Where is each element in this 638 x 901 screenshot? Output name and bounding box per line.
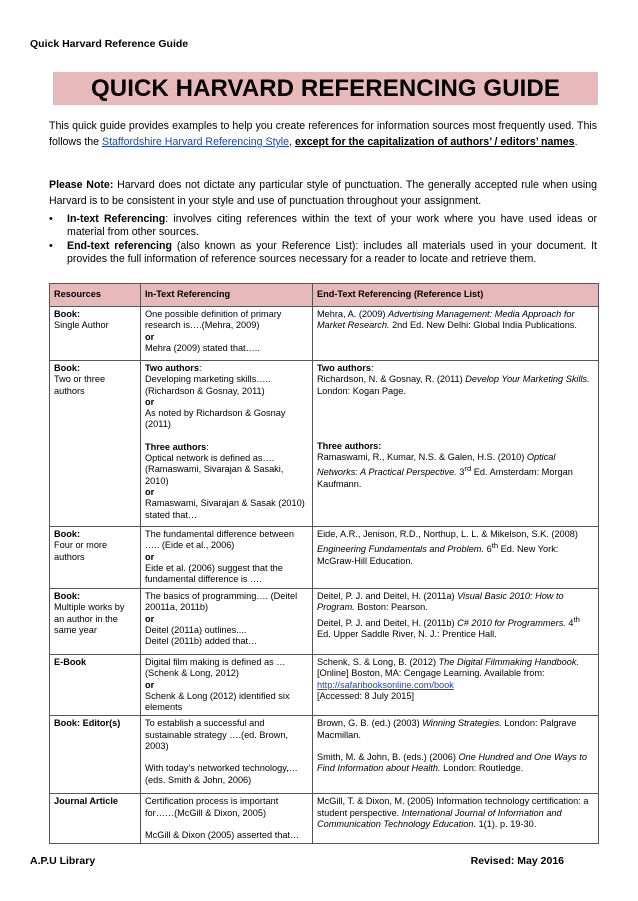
note-label: Please Note:: [49, 179, 114, 191]
ref-author: Smith, M. & John, B. (eds.) (2006): [317, 752, 459, 763]
ref-edition: 3: [456, 467, 465, 478]
in-text-example: The fundamental difference between ….. (Eide et al., 2006): [145, 529, 294, 551]
two-authors-heading: Two authors: [145, 363, 199, 373]
ref-publisher: London: Routledge.: [440, 763, 524, 774]
resource-type: Book:: [54, 309, 81, 319]
ref-author: Mehra, A. (2009): [317, 309, 388, 319]
resource-cell: [50, 527, 141, 589]
colon: :: [198, 363, 202, 373]
end-text-cell: [313, 655, 599, 716]
ref-author: Eide, A.R., Jenison, R.D., Northup, L. L. & Mikelson, S.K. (2008): [317, 529, 578, 539]
table-row: [50, 794, 599, 844]
end-text-cell: [313, 527, 599, 589]
resource-type: E-Book: [54, 657, 87, 667]
end-text-cell: [313, 794, 599, 844]
staffordshire-style-link[interactable]: Staffordshire Harvard Referencing Style: [102, 136, 290, 148]
ref-publisher: Boston: Pearson.: [354, 602, 428, 613]
reference-table: [49, 283, 599, 844]
ref-author: Deitel, P. J. and Deitel, H. (2011a): [317, 591, 458, 601]
intro-text-2: ,: [289, 136, 295, 148]
in-text-cell: [141, 716, 313, 794]
title-banner: [53, 72, 598, 105]
ref-author: Brown, G. B. (ed.) (2003): [317, 718, 423, 729]
footer-right: Revised: May 2016: [470, 855, 564, 867]
note-text: Harvard does not dictate any particular style of punctuation. The generally accepted rule when using Harvard is to be consistent in your style and use of punctuation throughout your assignment.: [49, 179, 597, 207]
ref-publisher: 1(1). p. 19-30.: [476, 819, 537, 830]
in-text-example: With today’s networked technology,… (eds. Smith & John, 2006): [145, 763, 298, 785]
ref-publisher: London: Kogan Page.: [317, 385, 406, 396]
running-header: Quick Harvard Reference Guide: [30, 38, 189, 50]
in-text-cell: [141, 527, 313, 589]
end-text-cell: [313, 361, 599, 527]
table-row: [50, 589, 599, 655]
resource-cell: [50, 794, 141, 844]
ref-accessed: [Accessed: 8 July 2015]: [317, 690, 415, 701]
or-label: or: [145, 679, 155, 690]
or-label: or: [145, 551, 155, 562]
ref-title: The Digital Filmmaking Handbook.: [438, 657, 579, 667]
ref-title: Optical Networks: A Practical Perspective.: [317, 452, 556, 478]
intro-text: This quick guide provides examples to help you create references for information sources most frequently used. This follows the: [49, 120, 597, 148]
ref-title: Visual Basic 2010: How to Program.: [317, 591, 564, 613]
in-text-example: As noted by Richardson & Gosnay (2011): [145, 408, 286, 430]
in-text-example: Ramaswami, Sivarajan & Sasak (2010) stated that…: [145, 498, 305, 520]
ref-title: One Hundred and One Ways to Find Information about Health.: [317, 752, 587, 774]
in-text-cell: [141, 655, 313, 716]
table-header-row: [50, 284, 599, 307]
resource-type: Book:: [54, 529, 81, 539]
resource-type: Book: Editor(s): [54, 718, 121, 729]
ref-title: Winning Strategies.: [422, 718, 502, 729]
table-row: [50, 307, 599, 361]
safari-books-link[interactable]: http://safaribooksonline.com/book: [317, 679, 454, 690]
ref-author: McGill, T. & Dixon, M. (2005) Information technology certification: a student perspective.: [317, 796, 589, 818]
bullet-in-text: [49, 213, 597, 239]
end-text-cell: [313, 716, 599, 794]
ref-edition: 6: [484, 544, 492, 555]
ref-title: Engineering Fundamentals and Problem.: [317, 544, 485, 555]
resource-cell: [50, 589, 141, 655]
ref-title: C# 2010 for Programmers.: [457, 617, 566, 628]
col-header-in-text: In-Text Referencing: [141, 284, 313, 307]
in-text-example: Mehra (2009) stated that…..: [145, 342, 260, 353]
note-paragraph: [49, 177, 597, 209]
resource-cell: [50, 655, 141, 716]
ref-author: Schenk, S. & Long, B. (2012): [317, 657, 439, 667]
resource-cell: [50, 307, 141, 361]
page-title: QUICK HARVARD REFERENCING GUIDE: [91, 74, 560, 102]
ref-author: Deitel, P. J. and Deitel, H. (2011b): [317, 617, 458, 628]
table-row: [50, 716, 599, 794]
end-text-cell: [313, 307, 599, 361]
colon: :: [370, 363, 374, 373]
ref-publisher: London: Palgrave Macmillan.: [317, 718, 577, 740]
resource-subtype: Two or three authors: [54, 374, 106, 396]
col-header-resources: Resources: [50, 284, 141, 307]
footer-left: A.P.U Library: [30, 855, 96, 867]
ref-title: International Journal of Information and Communication Technology Education.: [317, 807, 562, 830]
in-text-example: Certification process is important for……(McGill & Dixon, 2005): [145, 796, 279, 818]
in-text-example: Optical network is defined as….(Ramaswami, Sivarajan & Sasaki, 2010): [145, 453, 284, 486]
in-text-example: One possible definition of primary research is….(Mehra, 2009): [145, 309, 282, 331]
ref-edition-suffix: th: [491, 541, 499, 551]
in-text-example: Deitel (2011b) added that…: [145, 636, 258, 647]
resource-type: Book:: [54, 591, 81, 601]
resource-subtype: Multiple works by an author in the same year: [54, 602, 125, 635]
in-text-example: Schenk & Long (2012) identified six elements: [145, 690, 290, 713]
table-row: [50, 655, 599, 716]
resource-cell: [50, 361, 141, 527]
bullet-end-text: [49, 240, 597, 266]
resource-subtype: Single Author: [54, 320, 109, 331]
in-text-example: The basics of programming…. (Deitel 20011a, 2011b): [145, 591, 298, 613]
intro-text-3: .: [574, 136, 578, 148]
resource-cell: [50, 716, 141, 794]
or-label: or: [145, 331, 155, 342]
in-text-cell: [141, 794, 313, 844]
ref-edition-suffix: th: [573, 614, 580, 624]
two-authors-heading: Two authors: [317, 363, 371, 373]
resource-type: Journal Article: [54, 796, 118, 807]
bullet-list: [49, 213, 597, 267]
in-text-example: McGill & Dixon (2005) asserted that…: [145, 830, 300, 841]
bullet-term: In-text Referencing: [67, 213, 166, 225]
ref-author: Ramaswami, R., Kumar, N.S. & Galen, H.S. (2010): [317, 452, 527, 463]
ref-publisher: Ed. Upper Saddle River, N. J.: Prentice Hall.: [317, 628, 497, 639]
in-text-example: To establish a successful and sustainable strategy ….(ed. Brown, 2003): [145, 718, 288, 752]
end-text-cell: [313, 589, 599, 655]
three-authors-heading: Three authors: [145, 441, 207, 452]
bullet-desc: : involves citing references within the text of your work where you have used ideas or material from other sources.: [67, 213, 598, 238]
intro-paragraph: [49, 118, 597, 150]
colon: :: [206, 441, 209, 452]
ref-publisher: [Online] Boston, MA: Cengage Learning. Available from:: [317, 668, 545, 679]
ref-author: Richardson, N. & Gosnay, R. (2011): [317, 374, 466, 385]
in-text-example: Eide et al. (2006) suggest that the fundamental difference is ….: [145, 562, 283, 585]
bullet-desc: (also known as your Reference List): includes all materials used in your document. It provides the full information of reference sources necessary for a reader to locate and retrieve them.: [67, 240, 598, 265]
in-text-cell: [141, 307, 313, 361]
resource-subtype: Four or more authors: [54, 540, 108, 562]
ref-title: Develop Your Marketing Skills.: [465, 374, 590, 385]
ref-edition-suffix: rd: [464, 464, 472, 474]
intro-exception: except for the capitalization of authors’ / editors’ names: [294, 136, 575, 148]
table-row: [50, 361, 599, 527]
in-text-example: Deitel (2011a) outlines....: [145, 624, 247, 635]
in-text-example: Developing marketing skills….. (Richardson & Gosnay, 2011): [145, 374, 271, 396]
ref-edition: 4: [565, 617, 574, 628]
ref-title: Advertising Management: Media Approach for Market Research.: [317, 309, 575, 331]
or-label: or: [145, 613, 155, 624]
or-label: or: [145, 396, 155, 407]
col-header-end-text: End-Text Referencing (Reference List): [313, 284, 599, 307]
in-text-example: Digital film making is defined as … (Schenk & Long, 2012): [145, 657, 286, 679]
three-authors-heading: Three authors:: [317, 440, 382, 451]
ref-publisher: Ed. Amsterdam: Morgan Kaufmann.: [317, 467, 573, 489]
resource-type: Book:: [54, 363, 81, 373]
in-text-cell: [141, 589, 313, 655]
table-row: [50, 527, 599, 589]
bullet-term: End-text referencing: [67, 240, 172, 252]
or-label: or: [145, 486, 155, 497]
ref-publisher: 2nd Ed. New Delhi: Global India Publications.: [389, 320, 577, 331]
ref-publisher: Ed. New York: McGraw-Hill Education.: [317, 544, 559, 566]
in-text-cell: [141, 361, 313, 527]
